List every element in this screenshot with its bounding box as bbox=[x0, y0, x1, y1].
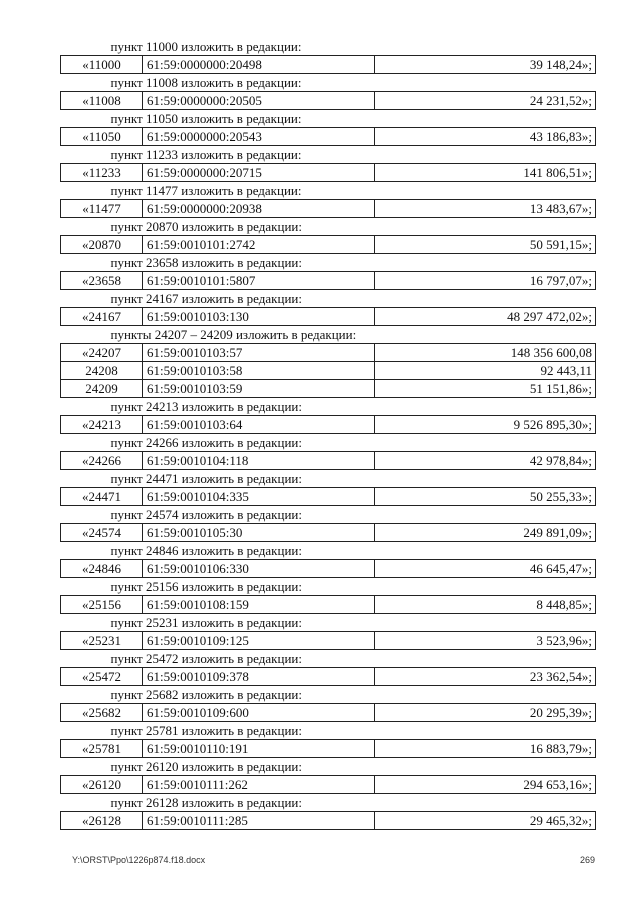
amendment-heading: пункт 24213 изложить в редакции: bbox=[110, 399, 302, 414]
amendment-heading-row bbox=[61, 326, 596, 344]
item-number-cell: «25682 bbox=[61, 704, 143, 722]
table-row bbox=[61, 740, 596, 758]
cadastral-number-cell: 61:59:0010101:5807 bbox=[143, 272, 375, 290]
cadastral-number-cell: 61:59:0010111:262 bbox=[143, 776, 375, 794]
amendment-heading: пункт 24266 изложить в редакции: bbox=[110, 435, 302, 450]
item-number-cell: «20870 bbox=[61, 236, 143, 254]
page-number: 269 bbox=[579, 855, 595, 865]
amendment-heading-row bbox=[61, 146, 596, 164]
value-cell: 50 591,15»; bbox=[375, 236, 596, 254]
item-number-cell: «24207 bbox=[61, 344, 143, 362]
cadastral-number-cell: 61:59:0000000:20543 bbox=[143, 128, 375, 146]
table-row bbox=[61, 272, 596, 290]
table-row bbox=[61, 92, 596, 110]
table-row bbox=[61, 704, 596, 722]
item-number-cell: «25156 bbox=[61, 596, 143, 614]
amendment-heading: пункт 24846 изложить в редакции: bbox=[110, 543, 302, 558]
table-row bbox=[61, 56, 596, 74]
item-number-cell: «26128 bbox=[61, 812, 143, 830]
item-number-cell: «26120 bbox=[61, 776, 143, 794]
cadastral-number-cell: 61:59:0010103:57 bbox=[143, 344, 375, 362]
value-cell: 9 526 895,30»; bbox=[375, 416, 596, 434]
amendment-heading: пункт 26128 изложить в редакции: bbox=[110, 795, 302, 810]
value-cell: 294 653,16»; bbox=[375, 776, 596, 794]
table-row bbox=[61, 596, 596, 614]
amendment-heading-row bbox=[61, 506, 596, 524]
amendment-heading: пункт 25781 изложить в редакции: bbox=[110, 723, 302, 738]
amendment-heading-row bbox=[61, 758, 596, 776]
amendment-heading-row bbox=[61, 218, 596, 236]
value-cell: 249 891,09»; bbox=[375, 524, 596, 542]
table-row bbox=[61, 128, 596, 146]
cadastral-number-cell: 61:59:0000000:20498 bbox=[143, 56, 375, 74]
cadastral-number-cell: 61:59:0000000:20715 bbox=[143, 164, 375, 182]
amendment-heading-row bbox=[61, 398, 596, 416]
amendment-heading-row bbox=[61, 542, 596, 560]
value-cell: 43 186,83»; bbox=[375, 128, 596, 146]
amendment-heading: пункты 24207 – 24209 изложить в редакции: bbox=[110, 327, 357, 342]
cadastral-number-cell: 61:59:0010111:285 bbox=[143, 812, 375, 830]
item-number-cell: «24213 bbox=[61, 416, 143, 434]
value-cell: 24 231,52»; bbox=[375, 92, 596, 110]
cadastral-number-cell: 61:59:0010101:2742 bbox=[143, 236, 375, 254]
amendment-heading: пункт 25156 изложить в редакции: bbox=[110, 579, 302, 594]
value-cell: 13 483,67»; bbox=[375, 200, 596, 218]
amendment-heading: пункт 11008 изложить в редакции: bbox=[110, 75, 302, 90]
amendment-heading: пункт 11477 изложить в редакции: bbox=[110, 183, 302, 198]
amendment-heading-row bbox=[61, 74, 596, 92]
item-number-cell: «11000 bbox=[61, 56, 143, 74]
amendment-heading: пункт 25231 изложить в редакции: bbox=[110, 615, 302, 630]
cadastral-number-cell: 61:59:0010109:600 bbox=[143, 704, 375, 722]
amendment-heading-row bbox=[61, 650, 596, 668]
table-row bbox=[61, 524, 596, 542]
amendment-heading: пункт 24167 изложить в редакции: bbox=[110, 291, 302, 306]
item-number-cell: «24471 bbox=[61, 488, 143, 506]
footer-file-path: Y:\ORST\Ppo\1226p874.f18.docx bbox=[72, 855, 206, 865]
amendment-heading-row bbox=[61, 110, 596, 128]
item-number-cell: «25781 bbox=[61, 740, 143, 758]
amendment-heading: пункт 11000 изложить в редакции: bbox=[110, 39, 302, 54]
value-cell: 16 883,79»; bbox=[375, 740, 596, 758]
cadastral-number-cell: 61:59:0010108:159 bbox=[143, 596, 375, 614]
amendment-heading-row bbox=[61, 290, 596, 308]
amendment-heading: пункт 20870 изложить в редакции: bbox=[110, 219, 302, 234]
cadastral-number-cell: 61:59:0010103:59 bbox=[143, 380, 375, 398]
amendment-heading: пункт 26120 изложить в редакции: bbox=[110, 759, 302, 774]
amendment-heading: пункт 25682 изложить в редакции: bbox=[110, 687, 302, 702]
item-number-cell: «25231 bbox=[61, 632, 143, 650]
value-cell: 42 978,84»; bbox=[375, 452, 596, 470]
amendment-heading: пункт 23658 изложить в редакции: bbox=[110, 255, 302, 270]
item-number-cell: «24266 bbox=[61, 452, 143, 470]
cadastral-number-cell: 61:59:0010109:378 bbox=[143, 668, 375, 686]
value-cell: 141 806,51»; bbox=[375, 164, 596, 182]
table-row bbox=[61, 776, 596, 794]
amendment-heading: пункт 24471 изложить в редакции: bbox=[110, 471, 302, 486]
value-cell: 46 645,47»; bbox=[375, 560, 596, 578]
amendment-heading-row bbox=[61, 254, 596, 272]
table-row bbox=[61, 380, 596, 398]
table-row bbox=[61, 632, 596, 650]
table-row bbox=[61, 200, 596, 218]
amendment-heading-row bbox=[61, 38, 596, 56]
value-cell: 23 362,54»; bbox=[375, 668, 596, 686]
cadastral-number-cell: 61:59:0010104:335 bbox=[143, 488, 375, 506]
item-number-cell: «25472 bbox=[61, 668, 143, 686]
cadastral-number-cell: 61:59:0010103:64 bbox=[143, 416, 375, 434]
value-cell: 16 797,07»; bbox=[375, 272, 596, 290]
table-row bbox=[61, 488, 596, 506]
amendment-heading-row bbox=[61, 470, 596, 488]
amendment-heading-row bbox=[61, 182, 596, 200]
amendment-heading: пункт 11233 изложить в редакции: bbox=[110, 147, 302, 162]
amendment-heading-row bbox=[61, 794, 596, 812]
item-number-cell: «11477 bbox=[61, 200, 143, 218]
amendment-heading-row bbox=[61, 686, 596, 704]
cadastral-number-cell: 61:59:0010103:130 bbox=[143, 308, 375, 326]
table-row bbox=[61, 236, 596, 254]
amendment-heading-row bbox=[61, 614, 596, 632]
amendment-heading: пункт 24574 изложить в редакции: bbox=[110, 507, 302, 522]
value-cell: 50 255,33»; bbox=[375, 488, 596, 506]
value-cell: 51 151,86»; bbox=[375, 380, 596, 398]
item-number-cell: «11233 bbox=[61, 164, 143, 182]
table-row bbox=[61, 452, 596, 470]
cadastral-number-cell: 61:59:0010109:125 bbox=[143, 632, 375, 650]
table-row bbox=[61, 362, 596, 380]
value-cell: 39 148,24»; bbox=[375, 56, 596, 74]
amendment-heading: пункт 25472 изложить в редакции: bbox=[110, 651, 302, 666]
value-cell: 20 295,39»; bbox=[375, 704, 596, 722]
cadastral-number-cell: 61:59:0000000:20938 bbox=[143, 200, 375, 218]
table-row bbox=[61, 416, 596, 434]
value-cell: 148 356 600,08 bbox=[375, 344, 596, 362]
cadastral-number-cell: 61:59:0010105:30 bbox=[143, 524, 375, 542]
amendment-heading-row bbox=[61, 722, 596, 740]
value-cell: 29 465,32»; bbox=[375, 812, 596, 830]
item-number-cell: 24208 bbox=[61, 362, 143, 380]
item-number-cell: «11008 bbox=[61, 92, 143, 110]
table-row bbox=[61, 668, 596, 686]
item-number-cell: 24209 bbox=[61, 380, 143, 398]
amendments-table bbox=[60, 38, 596, 830]
table-row bbox=[61, 344, 596, 362]
table-row bbox=[61, 164, 596, 182]
cadastral-number-cell: 61:59:0010104:118 bbox=[143, 452, 375, 470]
item-number-cell: «11050 bbox=[61, 128, 143, 146]
item-number-cell: «24846 bbox=[61, 560, 143, 578]
value-cell: 3 523,96»; bbox=[375, 632, 596, 650]
value-cell: 8 448,85»; bbox=[375, 596, 596, 614]
cadastral-number-cell: 61:59:0000000:20505 bbox=[143, 92, 375, 110]
item-number-cell: «24574 bbox=[61, 524, 143, 542]
amendment-heading: пункт 11050 изложить в редакции: bbox=[110, 111, 302, 126]
cadastral-number-cell: 61:59:0010103:58 bbox=[143, 362, 375, 380]
item-number-cell: «24167 bbox=[61, 308, 143, 326]
item-number-cell: «23658 bbox=[61, 272, 143, 290]
table-row bbox=[61, 308, 596, 326]
value-cell: 92 443,11 bbox=[375, 362, 596, 380]
table-row bbox=[61, 812, 596, 830]
amendment-heading-row bbox=[61, 434, 596, 452]
cadastral-number-cell: 61:59:0010110:191 bbox=[143, 740, 375, 758]
amendment-heading-row bbox=[61, 578, 596, 596]
table-row bbox=[61, 560, 596, 578]
value-cell: 48 297 472,02»; bbox=[375, 308, 596, 326]
cadastral-number-cell: 61:59:0010106:330 bbox=[143, 560, 375, 578]
